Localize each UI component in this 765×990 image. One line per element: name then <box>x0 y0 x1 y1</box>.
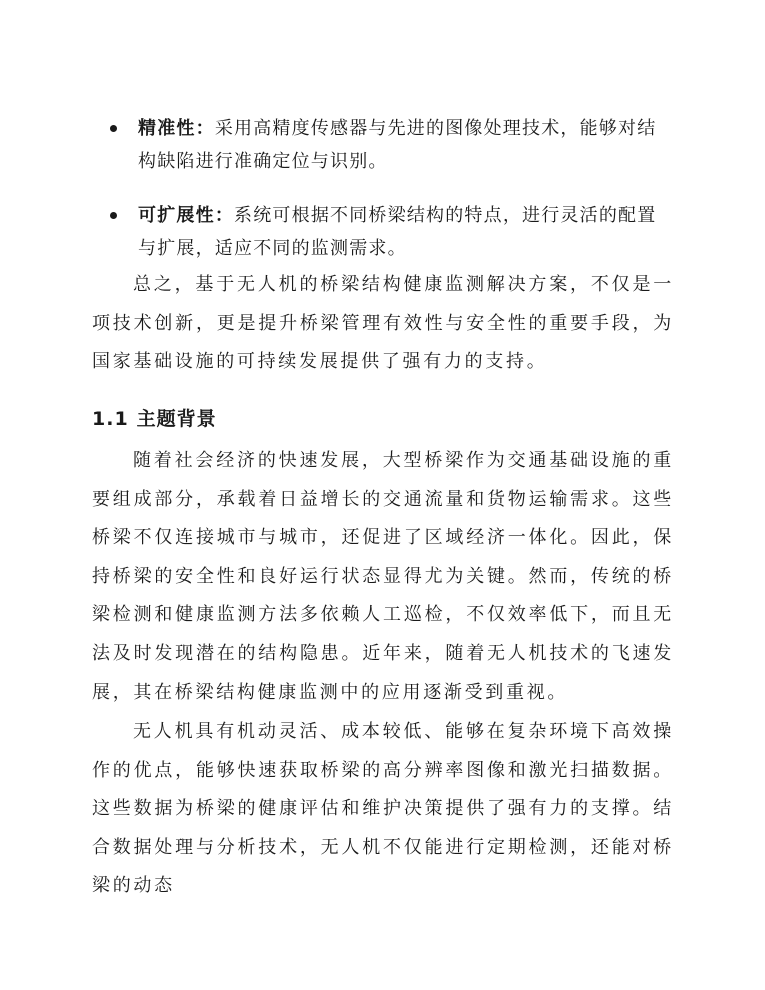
bullet-dot-icon <box>110 212 117 219</box>
bullet-term-colon: ： <box>214 205 235 226</box>
bullet-item-accuracy <box>110 112 670 178</box>
summary-paragraph: 总之，基于无人机的桥梁结构健康监测解决方案，不仅是一项技术创新，更是提升桥梁管理有效性与安全性的重要手段，为国家基础设施的可持续发展提供了强有力的支持。 <box>92 274 674 373</box>
section-title: 主题背景 <box>136 408 217 430</box>
bullet-item-scalability <box>110 199 670 265</box>
section-number: 1.1 <box>92 408 129 430</box>
body-paragraph: 随着社会经济的快速发展，大型桥梁作为交通基础设施的重要组成部分，承载着日益增长的交通流量和货物运输需求。这些桥梁不仅连接城市与城市，还促进了区域经济一体化。因此，保持桥梁的安全性和良好运行状态显得尤为关键。然而，传统的桥梁检测和健康监测方法多依赖人工巡检，不仅效率低下，而且无法及时发现潜在的结构隐患。近年来，随着无人机技术的飞速发展，其在桥梁结构健康监测中的应用逐渐受到重视。 <box>92 450 674 703</box>
bullet-text: 系统可根据不同桥梁结构的特点，进行灵活的配置与扩展，适应不同的监测需求。 <box>138 205 657 259</box>
bullet-dot-icon <box>110 125 117 132</box>
section-heading <box>92 404 217 431</box>
bullet-text: 采用高精度传感器与先进的图像处理技术，能够对结构缺陷进行准确定位与识别。 <box>138 118 657 172</box>
bullet-term-colon: ： <box>195 118 215 139</box>
bullet-term: 精准性 <box>138 118 196 139</box>
body-paragraph: 无人机具有机动灵活、成本较低、能够在复杂环境下高效操作的优点，能够快速获取桥梁的高分辨率图像和激光扫描数据。这些数据为桥梁的健康评估和维护决策提供了强有力的支撑。结合数据处理与分析技术，无人机不仅能进行定期检测，还能对桥梁的动态 <box>92 721 674 897</box>
bullet-term: 可扩展性 <box>138 205 215 226</box>
feature-bullet-list <box>110 112 670 286</box>
